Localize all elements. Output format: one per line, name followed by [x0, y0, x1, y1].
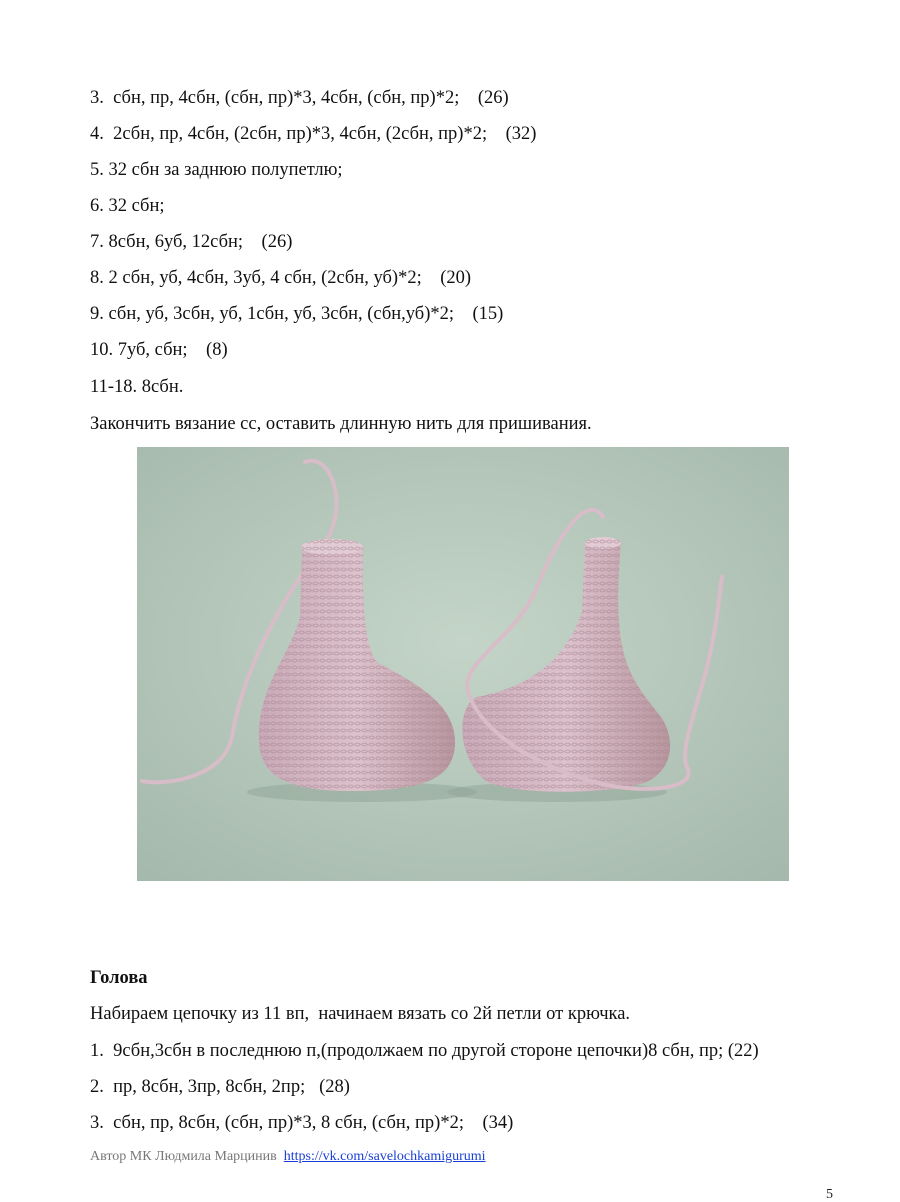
page-footer — [90, 1148, 486, 1166]
photo-background — [137, 447, 789, 881]
instruction-line: 4. 2сбн, пр, 4сбн, (2сбн, пр)*3, 4сбн, (2сбн, пр)*2; (32) — [90, 124, 537, 144]
instruction-line: 7. 8сбн, 6уб, 12сбн; (26) — [90, 232, 293, 252]
instruction-line: Закончить вязание сс, оставить длинную нить для пришивания. — [90, 414, 592, 434]
author-link[interactable]: https://vk.com/savelochkamigurumi — [283, 1149, 486, 1164]
instruction-line: 3. сбн, пр, 8сбн, (сбн, пр)*3, 8 сбн, (сбн, пр)*2; (34) — [90, 1113, 514, 1133]
instruction-line: 8. 2 сбн, уб, 4сбн, 3уб, 4 сбн, (2сбн, уб)*2; (20) — [90, 268, 472, 288]
section-heading-head: Голова — [90, 968, 148, 988]
instruction-line: 5. 32 сбн за заднюю полупетлю; — [90, 160, 343, 180]
instruction-line: Набираем цепочку из 11 вп, начинаем вязать со 2й петли от крючка. — [90, 1004, 631, 1024]
author-credit: Автор МК Людмила Марцинив — [90, 1149, 284, 1164]
instruction-line: 10. 7уб, сбн; (8) — [90, 340, 228, 360]
crochet-feet-photo — [137, 447, 789, 881]
instruction-line: 11-18. 8сбн. — [90, 377, 184, 397]
instruction-line: 6. 32 сбн; — [90, 196, 165, 216]
page-number: 5 — [826, 1187, 833, 1202]
instruction-line: 9. сбн, уб, 3сбн, уб, 1сбн, уб, 3сбн, (сбн,уб)*2; (15) — [90, 304, 504, 324]
instruction-line: 3. сбн, пр, 4сбн, (сбн, пр)*3, 4сбн, (сбн, пр)*2; (26) — [90, 88, 509, 108]
instruction-line: 2. пр, 8сбн, 3пр, 8сбн, 2пр; (28) — [90, 1077, 350, 1097]
instruction-line: 1. 9сбн,3сбн в последнюю п,(продолжаем по другой стороне цепочки)8 сбн, пр; (22) — [90, 1041, 759, 1061]
